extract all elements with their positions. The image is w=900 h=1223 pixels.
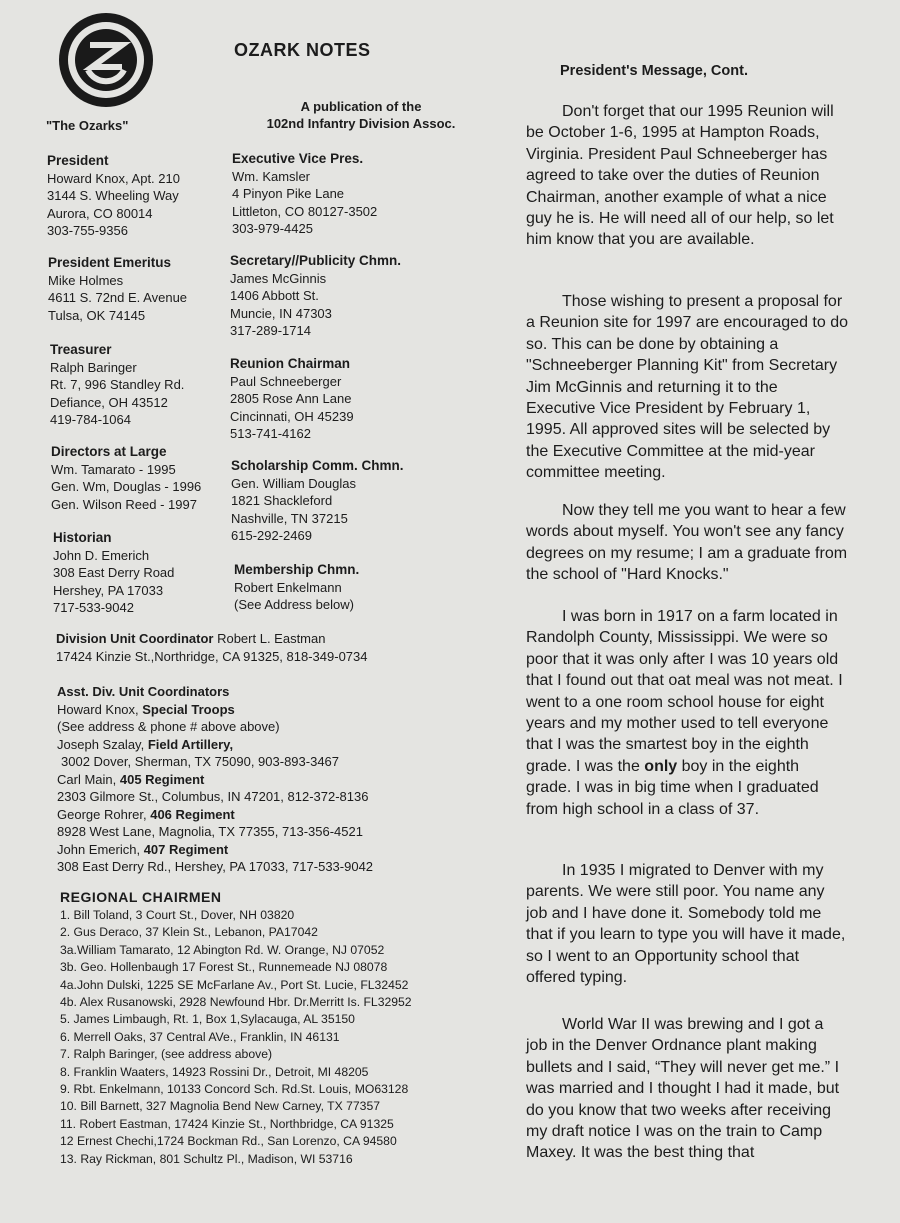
list-item: 11. Robert Eastman, 17424 Kinzie St., Northbridge, CA 91325 [60,1116,394,1131]
officer-president-emeritus: President Emeritus Mike Holmes 4611 S. 72nd E. Avenue Tulsa, OK 74145 [48,255,188,323]
division-unit-coordinator: Division Unit Coordinator Robert L. Eastman 17424 Kinzie St.,Northridge, CA 91325, 818-349-0734 [56,631,368,664]
nickname: "The Ozarks" [46,118,129,133]
ozark-logo-icon [58,12,154,108]
message-paragraph-5: In 1935 I migrated to Denver with my parents. We were still poor. You name any job and I have done it. Somebody told me that if you learn to type you will have it made, so I went to an Opportunity school that offered typing. [526,862,846,987]
list-item: 3a.William Tamarato, 12 Abington Rd. W. Orange, NJ 07052 [60,942,385,957]
directors-at-large: Directors at Large Wm. Tamarato - 1995 Gen. Wm, Douglas - 1996 Gen. Wilson Reed - 1997 [51,444,202,512]
list-item: 4b. Alex Rusanowski, 2928 Newfound Hbr. Dr.Merritt Is. FL32952 [60,995,412,1010]
list-item: 13. Ray Rickman, 801 Schultz Pl., Madison, WI 53716 [60,1151,353,1166]
message-heading: President's Message, Cont. [560,63,748,79]
list-item: 1. Bill Toland, 3 Court St., Dover, NH 03820 [60,908,295,922]
publication-line: A publication of the 102nd Infantry Division Assoc. [266,99,456,131]
message-paragraph-2: Those wishing to present a proposal for a Reunion site for 1997 are encouraged to do so. This can be done by obtaining a "Schneeberger Planning Kit" from Secretary Jim McGinnis and returning it to the Executive Vice President by February 1, 1995. All approved sites will be selected by the Executive Committee at the mid-year committee meeting. [526,293,849,482]
message-paragraph-3: Now they tell me you want to hear a few words about myself. You won't see any fancy degrees on my resume; I am a graduate from the school of "Hard Knocks." [526,502,848,584]
list-item: 7. Ralph Baringer, (see address above) [60,1047,273,1062]
asst-div-unit-coordinators: Asst. Div. Unit Coordinators Howard Knox, Special Troops (See address & phone # above above) Joseph Szalay, Field Artillery, 3002 Dover, Sherman, TX 75090, 903-893-3467 Carl Main, 405 Regiment 2303 Gilmore St., Columbus, IN 47201, 812-372-8136 George Rohrer, 406 Regiment 8928 West Lane, Magnolia, TX 77355, 713-356-4521 John Emerich, 407 Regiment 308 East Derry Rd., Hershey, PA 17033, 717-533-9042 [57,684,374,874]
officer-secretary: Secretary//Publicity Chmn. James McGinnis 1406 Abbott St. Muncie, IN 47303 317-289-1714 [230,253,402,338]
officer-scholarship-chairman: Scholarship Comm. Chmn. Gen. William Douglas 1821 Shackleford Nashville, TN 37215 615-292-2469 [231,458,404,543]
list-item: 12 Ernest Chechi,1724 Bockman Rd., San Lorenzo, CA 94580 [60,1134,397,1149]
list-item: 6. Merrell Oaks, 37 Central AVe., Franklin, IN 46131 [60,1029,340,1044]
message-paragraph-6: World War II was brewing and I got a job in the Denver Ordnance plant making bullets and I said, “They will never get me.” I was married and I thought I had it made, but do you know that two weeks after receiving my draft notice I was on the train to Camp Maxey. It was the best thing that [526,1016,840,1162]
officer-membership-chairman: Membership Chmn. Robert Enkelmann (See Address below) [234,562,360,612]
list-item: 8. Franklin Waaters, 14923 Rossini Dr., Detroit, MI 48205 [60,1064,369,1079]
message-paragraph-1: Don't forget that our 1995 Reunion will be October 1-6, 1995 at Hampton Roads, Virginia. President Paul Schneeberger has agreed to take over the duties of Reunion Chairman, another example of what a nice guy he is. He will need all of our help, so let him know that you are available. [526,103,834,249]
list-item: 9. Rbt. Enkelmann, 10133 Concord Sch. Rd.St. Louis, MO63128 [60,1082,409,1097]
officer-exec-vice-president: Executive Vice Pres. Wm. Kamsler 4 Pinyon Pike Lane Littleton, CO 80127-3502 303-979-4425 [232,151,378,236]
regional-chairmen-list [60,907,412,1168]
officer-treasurer: Treasurer Ralph Baringer Rt. 7, 996 Standley Rd. Defiance, OH 43512 419-784-1064 [50,342,185,427]
officer-reunion-chairman: Reunion Chairman Paul Schneeberger 2805 Rose Ann Lane Cincinnati, OH 45239 513-741-4162 [230,356,354,441]
officer-president: President Howard Knox, Apt. 210 3144 S. Wheeling Way Aurora, CO 80014 303-755-9356 [47,153,180,238]
list-item: 10. Bill Barnett, 327 Magnolia Bend New Carney, TX 77357 [60,1099,380,1114]
regional-chairmen-title: REGIONAL CHAIRMEN [60,889,222,905]
officer-historian: Historian John D. Emerich 308 East Derry Road Hershey, PA 17033 717-533-9042 [53,530,175,615]
message-paragraph-4: I was born in 1917 on a farm located in Randolph County, Mississippi. We were so poor that it was only after I was 10 years old that I found out that oat meal was not meat. I went to a one room school house for eight years and my mother used to tell everyone that I was the smartest boy in the eighth grade. I was the only boy in the eighth grade. I was in big time when I graduated from high school in a class of 37. [526,608,843,818]
list-item: 4a.John Dulski, 1225 SE McFarlane Av., Port St. Lucie, FL32452 [60,977,409,992]
list-item: 3b. Geo. Hollenbaugh 17 Forest St., Runnemeade NJ 08078 [60,960,388,975]
list-item: 2. Gus Deraco, 37 Klein St., Lebanon, PA17042 [60,925,318,940]
newsletter-title: OZARK NOTES [234,40,371,60]
list-item: 5. James Limbaugh, Rt. 1, Box 1,Sylacauga, AL 35150 [60,1012,355,1027]
